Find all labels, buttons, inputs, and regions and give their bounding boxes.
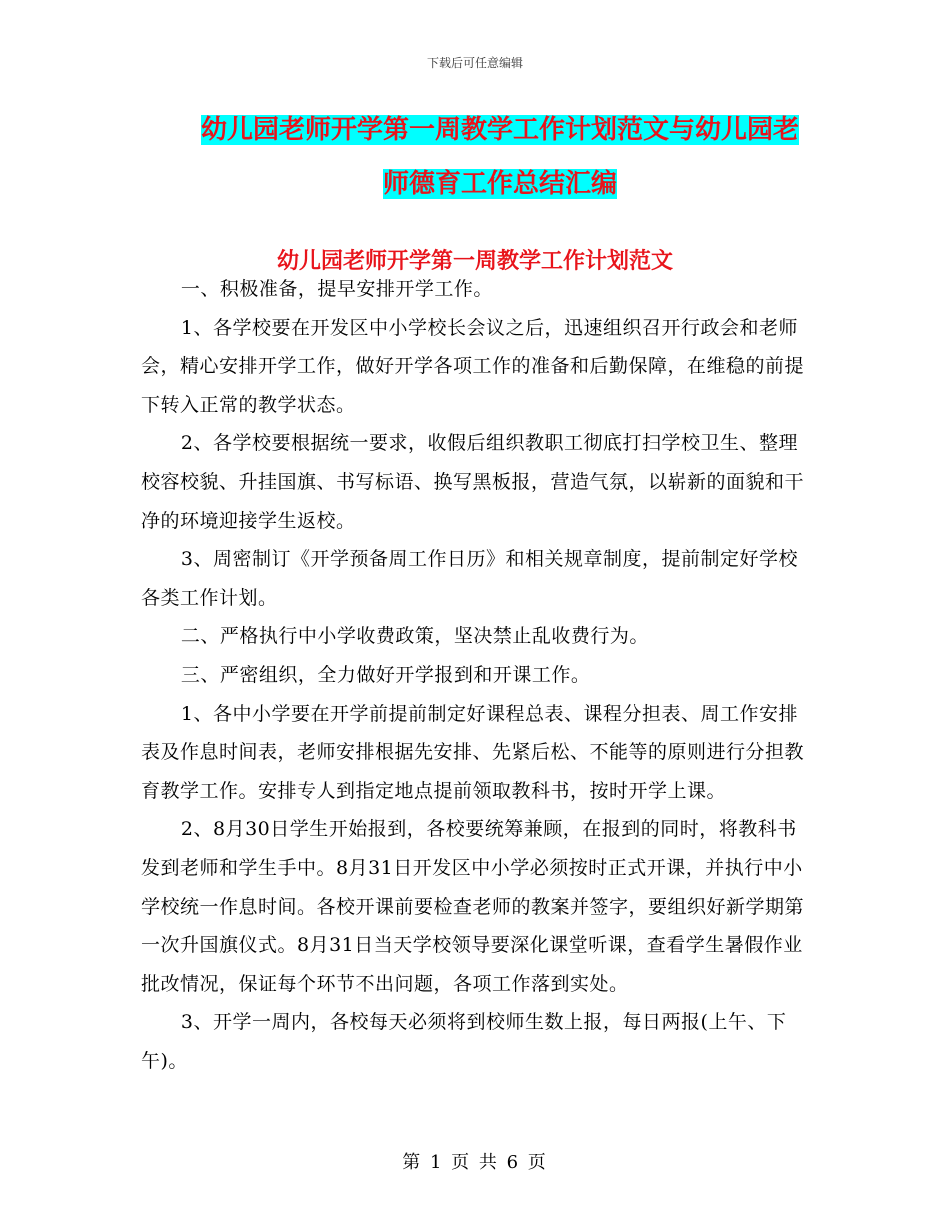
paragraph: 1、各中小学要在开学前提前制定好课程总表、课程分担表、周工作安排表及作息时间表，老师安排根据先安排、先紧后松、不能等的原则进行分担教育教学工作。安排专人到指定地点提前领取教科书，按时开学上课。 xyxy=(141,702,805,802)
paragraph: 2、各学校要根据统一要求，收假后组织教职工彻底打扫学校卫生、整理校容校貌、升挂国旗、书写标语、换写黑板报，营造气氛，以崭新的面貌和干净的环境迎接学生返校。 xyxy=(141,432,805,532)
paragraph: 一、积极准备，提早安排开学工作。 xyxy=(180,278,493,300)
paragraph: 2、8月30日学生开始报到，各校要统筹兼顾，在报到的同时，将教科书发到老师和学生手中。8月31日开发区中小学必须按时正式开课，并执行中小学校统一作息时间。各校开课前要检查老师的教案并签字，要组织好新学期第一次升国旗仪式。8月31日当天学校领导要深化课堂听课，查看学生暑假作业批改情况，保证每个环节不出问题，各项工作落到实处。 xyxy=(141,818,805,995)
section-title: 幼儿园老师开学第一周教学工作计划范文 xyxy=(276,249,673,274)
paragraph: 二、严格执行中小学收费政策，坚决禁止乱收费行为。 xyxy=(180,625,649,648)
document-title-line-1: 幼儿园老师开学第一周教学工作计划范文与幼儿园老 xyxy=(200,115,799,145)
paragraph: 3、开学一周内，各校每天必须将到校师生数上报，每日两报(上午、下午)。 xyxy=(141,1011,787,1072)
document-body xyxy=(141,270,811,1080)
paragraph: 三、严密组织，全力做好开学报到和开课工作。 xyxy=(180,663,591,686)
document-title-line-2: 师德育工作总结汇编 xyxy=(382,169,617,199)
page-footer: 第 1 页 共 6 页 xyxy=(402,1152,548,1173)
paragraph: 1、各学校要在开发区中小学校长会议之后，迅速组织召开行政会和老师会，精心安排开学工作，做好开学各项工作的准备和后勤保障，在维稳的前提下转入正常的教学状态。 xyxy=(141,316,805,416)
document-title xyxy=(190,103,810,211)
header-note: 下载后可任意编辑 xyxy=(426,56,523,70)
paragraph: 3、周密制订《开学预备周工作日历》和相关规章制度，提前制定好学校各类工作计划。 xyxy=(141,548,798,609)
